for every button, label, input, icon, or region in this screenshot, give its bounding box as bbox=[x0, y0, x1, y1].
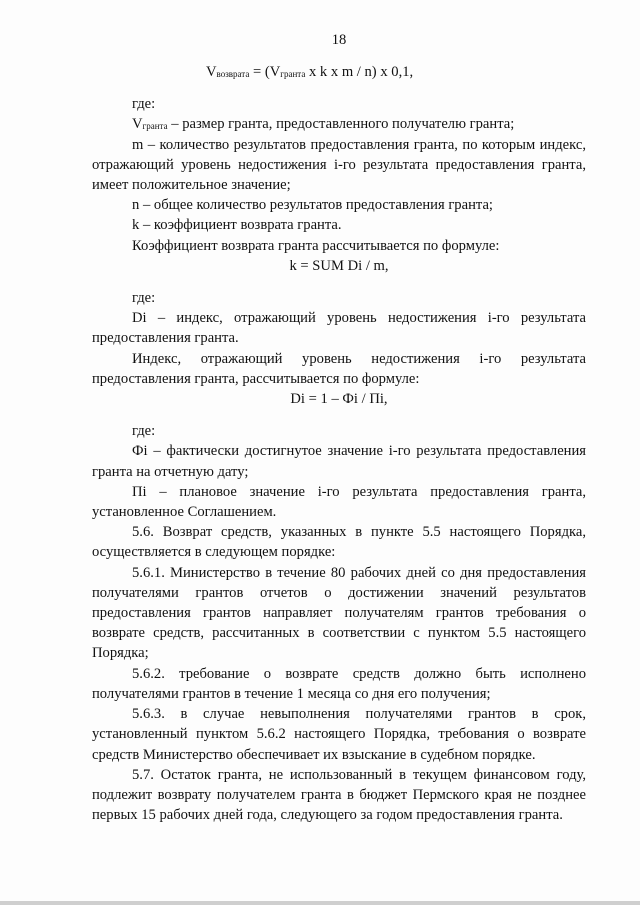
formula-eq-open: = (V bbox=[249, 64, 281, 80]
definition-k: k – коэффициент возврата гранта. bbox=[132, 217, 342, 234]
paragraph-5-6: 5.6. Возврат средств, указанных в пункте 5.5 настоящего Порядка, осуществляется в следующем порядке: bbox=[92, 524, 586, 561]
paragraph-5-6-2: 5.6.2. требование о возврате средств должно быть исполнено получателями грантов в течение 1 месяца со дня его получения; bbox=[92, 665, 586, 702]
formula-k: k = SUM Di / m, bbox=[289, 257, 389, 274]
definition-n: n – общее количество результатов предоставления гранта; bbox=[132, 197, 493, 214]
definition-v bbox=[92, 114, 586, 134]
formula-v2-subscript: гранта bbox=[280, 69, 306, 79]
page-number: 18 bbox=[331, 32, 347, 48]
def-v-subscript: гранта bbox=[142, 121, 168, 132]
paragraph-5-6-3: 5.6.3. в случае невыполнения получателями грантов в срок, установленный пунктом 5.6.2 настоящего Порядка, требования о возврате средств Министерство обеспечивает их взыскание в судебном порядке. bbox=[92, 706, 586, 763]
definition-pi: Пi – плановое значение i-го результата предоставления гранта, установленное Соглашением. bbox=[92, 483, 586, 521]
scan-bottom-edge bbox=[0, 901, 640, 905]
definition-di: Di – индекс, отражающий уровень недостижения i-го результата предоставления гранта. bbox=[92, 310, 586, 347]
formula-v-subscript: возврата bbox=[216, 69, 250, 79]
def-v-text: – размер гранта, предоставленного получателю гранта; bbox=[167, 116, 515, 133]
where-label-1: где: bbox=[132, 96, 156, 113]
k-formula-intro: Коэффициент возврата гранта рассчитывается по формуле: bbox=[132, 237, 500, 254]
def-v-symbol: V bbox=[132, 116, 143, 133]
formula-return bbox=[206, 62, 586, 82]
definition-fi: Фi – фактически достигнутое значение i-го результата предоставления гранта на отчетную дату; bbox=[92, 443, 586, 480]
formula-rest: x k x m / n) x 0,1, bbox=[305, 64, 414, 80]
paragraph-5-6-1: 5.6.1. Министерство в течение 80 рабочих дней со дня предоставления получателями грантов отчетов о достижении значений результатов предоставления грантов направляет получателям грантов требования о возврате средств, рассчитанных в соответствии с пунктом 5.5 настоящего Порядка; bbox=[92, 564, 586, 662]
formula-di: Di = 1 – Фi / Пi, bbox=[290, 391, 388, 408]
definition-m: m – количество результатов предоставления гранта, по которым индекс, отражающий уровень недостижения i-го результата предоставления гранта, имеет положительное значение; bbox=[92, 136, 586, 194]
where-label-2: где: bbox=[132, 290, 156, 307]
paragraph-5-7: 5.7. Остаток гранта, не использованный в текущем финансовом году, подлежит возврату получателем гранта в бюджет Пермского края не позднее первых 15 рабочих дней года, следующего за годом предоставления гранта. bbox=[92, 766, 586, 824]
formula-v: V bbox=[206, 64, 217, 80]
where-label-3: где: bbox=[132, 423, 156, 440]
page-content bbox=[92, 30, 586, 825]
di-formula-intro: Индекс, отражающий уровень недостижения i-го результата предоставления гранта, рассчитывается по формуле: bbox=[92, 350, 586, 387]
